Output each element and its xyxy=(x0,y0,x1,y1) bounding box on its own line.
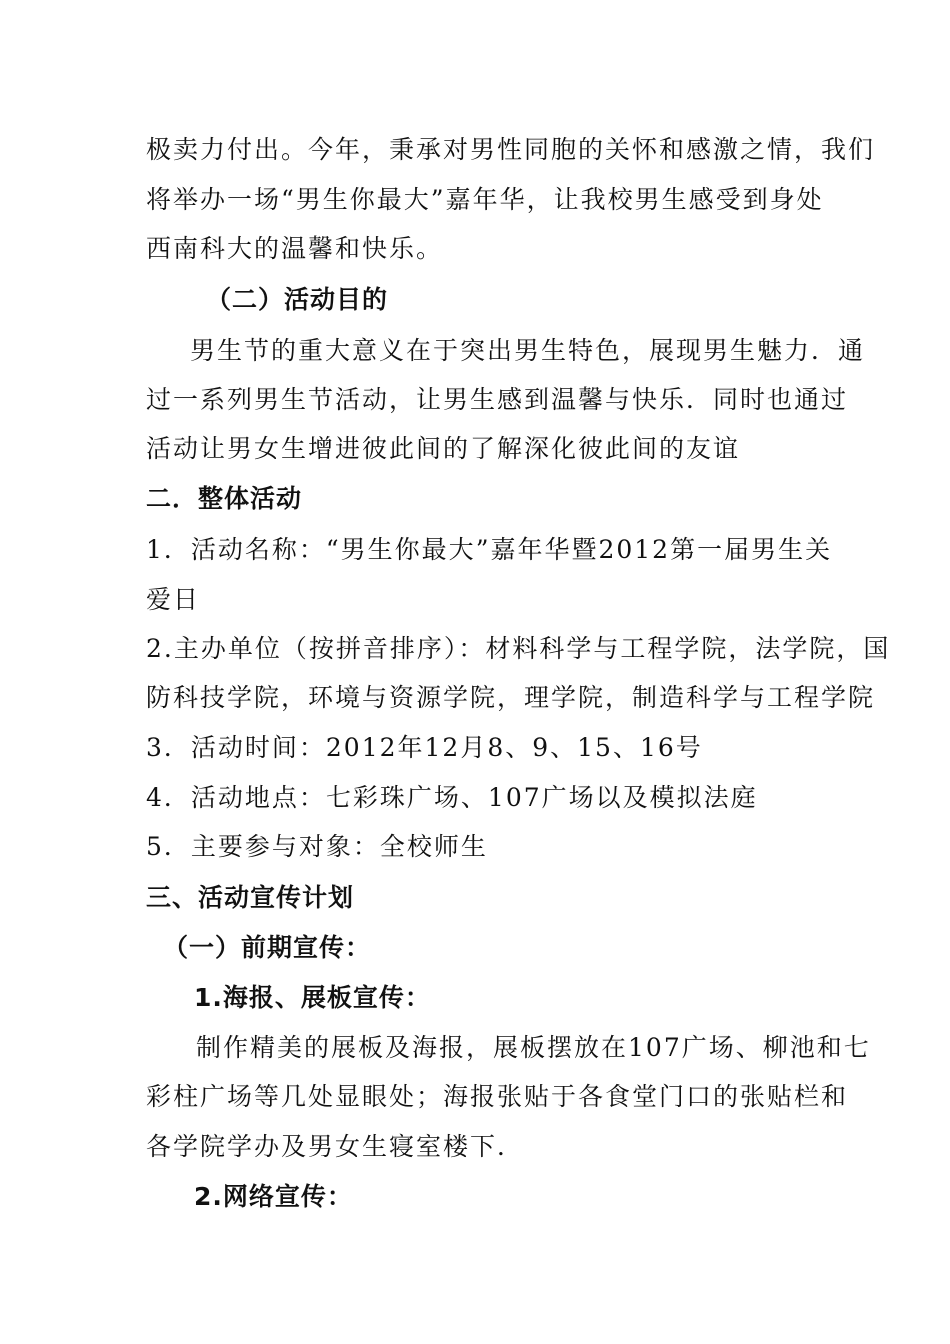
overall-item-1-line-1: 1．活动名称：“男生你最大”嘉年华暨2012第一届男生关 xyxy=(146,535,833,564)
promotion-item-1-heading: 1.海报、展板宣传： xyxy=(194,983,431,1012)
overall-item-4: 4．活动地点：七彩珠广场、107广场以及模拟法庭 xyxy=(146,783,758,812)
promotion-paragraph-line-3: 各学院学办及男女生寝室楼下． xyxy=(146,1132,525,1161)
overall-heading: 二．整体活动 xyxy=(146,484,303,513)
purpose-heading: （二）活动目的 xyxy=(206,285,389,314)
intro-line-1: 极卖力付出。今年，秉承对男性同胞的关怀和感激之情，我们 xyxy=(146,135,876,164)
purpose-line-2: 过一系列男生节活动，让男生感到温馨与快乐．同时也通过 xyxy=(146,385,849,414)
promotion-item-2-heading: 2.网络宣传： xyxy=(194,1182,353,1211)
overall-item-1-line-2: 爱日 xyxy=(146,585,201,614)
overall-item-2-line-1: 2.主办单位（按拼音排序）：材料科学与工程学院，法学院，国 xyxy=(146,634,891,663)
promotion-heading: 三、活动宣传计划 xyxy=(146,883,355,912)
promotion-sub-heading-1: （一）前期宣传： xyxy=(163,933,372,962)
purpose-line-3: 活动让男女生增进彼此间的了解深化彼此间的友谊 xyxy=(146,434,741,463)
purpose-line-1: 男生节的重大意义在于突出男生特色，展现男生魅力．通 xyxy=(190,336,866,365)
intro-line-2: 将举办一场“男生你最大”嘉年华，让我校男生感受到身处 xyxy=(146,185,824,214)
overall-item-3: 3．活动时间：2012年12月8、9、15、16号 xyxy=(146,733,703,762)
promotion-paragraph-line-2: 彩柱广场等几处显眼处；海报张贴于各食堂门口的张贴栏和 xyxy=(146,1082,849,1111)
promotion-paragraph-line-1: 制作精美的展板及海报，展板摆放在107广场、柳池和七 xyxy=(196,1033,871,1062)
overall-item-2-line-2: 防科技学院，环境与资源学院，理学院，制造科学与工程学院 xyxy=(146,683,876,712)
overall-item-5: 5．主要参与对象：全校师生 xyxy=(146,832,488,861)
intro-line-3: 西南科大的温馨和快乐。 xyxy=(146,234,444,263)
